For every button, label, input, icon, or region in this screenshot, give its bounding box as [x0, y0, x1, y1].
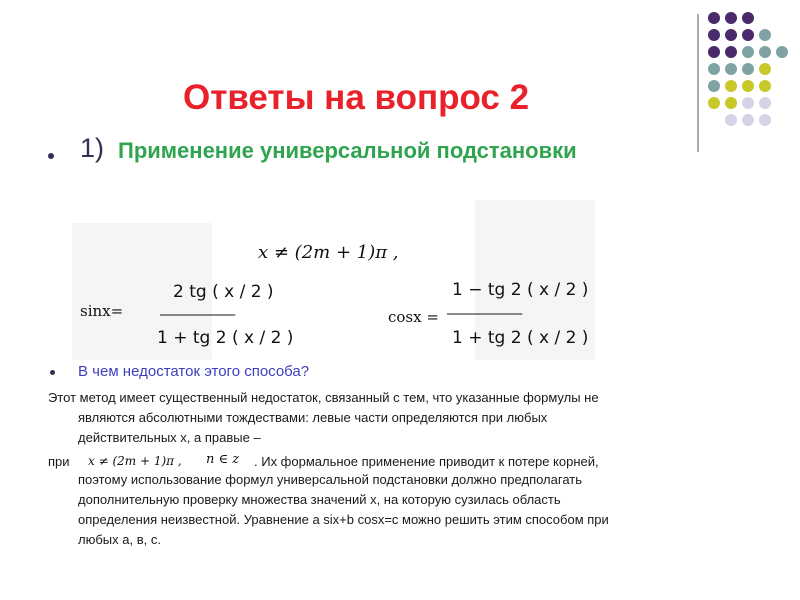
decor-dot	[725, 29, 737, 41]
question-text: В чем недостаток этого способа?	[78, 363, 310, 380]
decor-dot	[725, 80, 737, 92]
decor-dot	[742, 46, 754, 58]
sin-denominator: 1 + tg 2 ( x / 2 )	[157, 328, 294, 348]
decor-dot	[759, 97, 771, 109]
answer-line: являются абсолютными тождествами: левые части определяются при любых	[78, 410, 548, 425]
answer-condition-formula: x ≠ (2m + 1)π ,	[88, 454, 182, 468]
answer-line: действительных х, а правые –	[78, 430, 261, 445]
decor-dot	[742, 97, 754, 109]
sin-numerator: 2 tg ( x / 2 )	[173, 282, 274, 302]
decor-dot	[708, 29, 720, 41]
decor-dot	[759, 80, 771, 92]
decorative-dot-grid	[708, 12, 792, 132]
answer-line-prefix: при	[48, 454, 70, 469]
decor-dot	[759, 46, 771, 58]
answer-line: определения неизвестной. Уравнение a six+b cosx=c можно решить этим способом при	[78, 512, 609, 527]
decor-dot	[725, 46, 737, 58]
decor-dot	[708, 63, 720, 75]
sin-label: sinx=	[80, 302, 124, 320]
answer-line: любых а, в, с.	[78, 532, 161, 547]
answer-line: дополнительную проверку множества значений х, на которую сузилась область	[78, 492, 561, 507]
decorative-divider-line	[697, 14, 699, 152]
heading-text: Применение универсальной подстановки	[118, 138, 577, 163]
decor-dot	[742, 29, 754, 41]
answer-line: Этот метод имеет существенный недостаток, связанный с тем, что указанные формулы не	[48, 390, 599, 405]
decor-dot	[725, 114, 737, 126]
decor-dot	[742, 80, 754, 92]
cos-fraction-bar: ——————————	[447, 306, 522, 322]
decor-dot	[708, 46, 720, 58]
decor-dot	[708, 12, 720, 24]
sin-fraction-bar: ——————————	[160, 307, 235, 323]
cos-denominator: 1 + tg 2 ( x / 2 )	[452, 328, 589, 348]
condition-formula: x ≠ (2m + 1)π ,	[258, 242, 399, 263]
answer-line: поэтому использование формул универсальной подстановки должно предполагать	[78, 472, 582, 487]
answer-line: . Их формальное применение приводит к потере корней,	[254, 454, 599, 469]
decor-dot	[759, 114, 771, 126]
decor-dot	[759, 63, 771, 75]
decor-dot	[742, 114, 754, 126]
decor-dot	[725, 12, 737, 24]
decor-dot	[776, 46, 788, 58]
cos-numerator: 1 − tg 2 ( x / 2 )	[452, 280, 589, 300]
decor-dot	[708, 97, 720, 109]
cos-label: cosx =	[388, 308, 439, 326]
question-bullet	[50, 370, 55, 375]
slide-title: Ответы на вопрос 2	[183, 78, 530, 117]
decor-dot	[759, 29, 771, 41]
heading-bullet	[48, 153, 54, 159]
decor-dot	[725, 63, 737, 75]
decor-dot	[708, 80, 720, 92]
answer-n-formula: n ∈ z	[206, 452, 240, 467]
decor-dot	[725, 97, 737, 109]
decor-dot	[742, 12, 754, 24]
decor-dot	[742, 63, 754, 75]
heading-number: 1)	[80, 133, 105, 163]
